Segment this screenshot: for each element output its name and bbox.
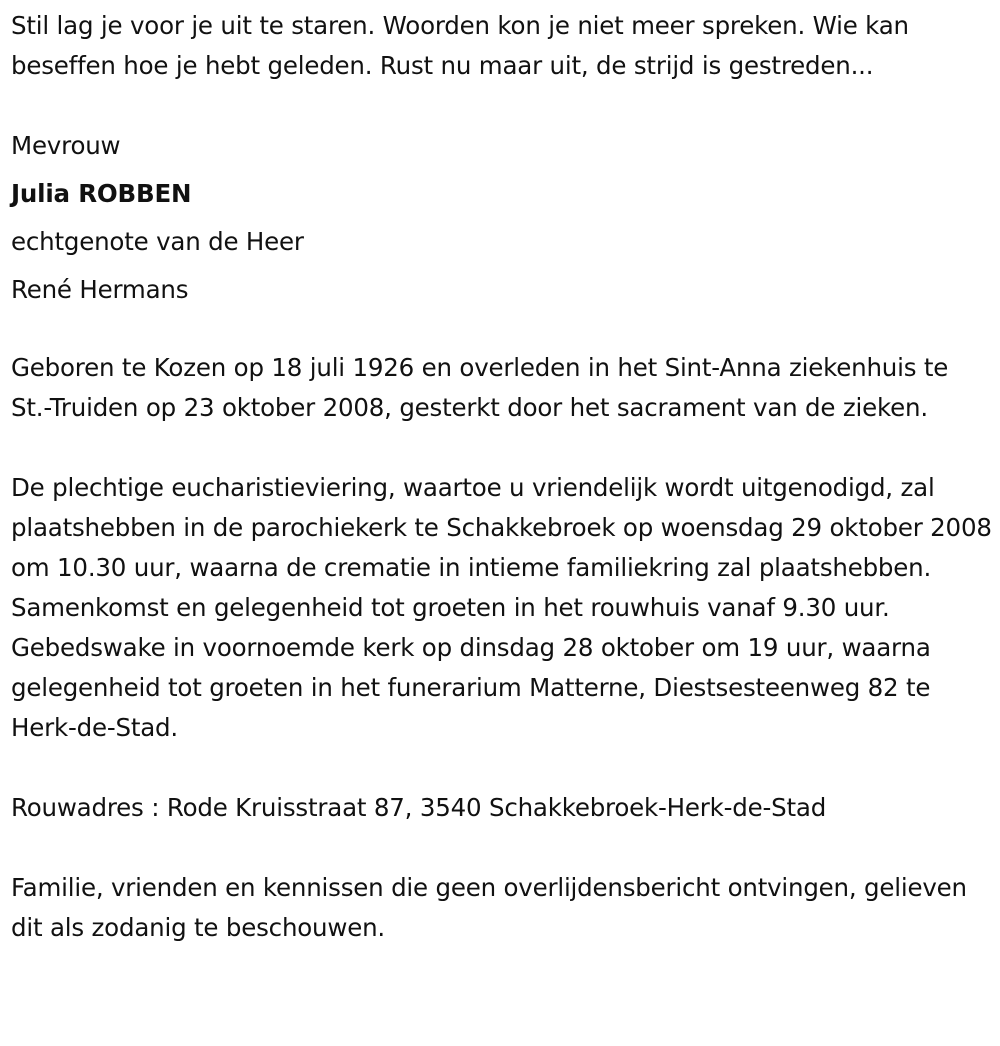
obituary-notice [11, 6, 995, 948]
spacer [11, 314, 995, 348]
closing-paragraph: Familie, vrienden en kennissen die geen overlijdensbericht ontvingen, gelieven dit als zodanig te beschouwen. [11, 873, 967, 942]
salutation: Mevrouw [11, 131, 121, 160]
spouse-name: René Hermans [11, 275, 189, 304]
spacer [11, 428, 995, 468]
spacer [11, 828, 995, 868]
ceremony-paragraph: De plechtige eucharistieviering, waartoe u vriendelijk wordt uitgenodigd, zal plaatshebben in de parochiekerk te Schakkebroek op woensdag 29 oktober 2008 om 10.30 uur, waarna de crematie in intieme familiekring zal plaatshebben. Samenkomst en gelegenheid tot groeten in het rouwhuis vanaf 9.30 uur. Gebedswake in voornoemde kerk op dinsdag 28 oktober om 19 uur, waarna gelegenheid tot groeten in het funerarium Matterne, Diestsesteenweg 82 te Herk-de-Stad. [11, 473, 992, 742]
spacer [11, 86, 995, 126]
address-line: Rouwadres : Rode Kruisstraat 87, 3540 Schakkebroek-Herk-de-Stad [11, 793, 827, 822]
birth-death-paragraph: Geboren te Kozen op 18 juli 1926 en overleden in het Sint-Anna ziekenhuis te St.-Truiden op 23 oktober 2008, gesterkt door het sacrament van de zieken. [11, 353, 949, 422]
deceased-name: Julia ROBBEN [11, 179, 192, 208]
relation-line: echtgenote van de Heer [11, 227, 304, 256]
spacer [11, 748, 995, 788]
poem-paragraph: Stil lag je voor je uit te staren. Woorden kon je niet meer spreken. Wie kan beseffen hoe je hebt geleden. Rust nu maar uit, de strijd is gestreden... [11, 11, 909, 80]
